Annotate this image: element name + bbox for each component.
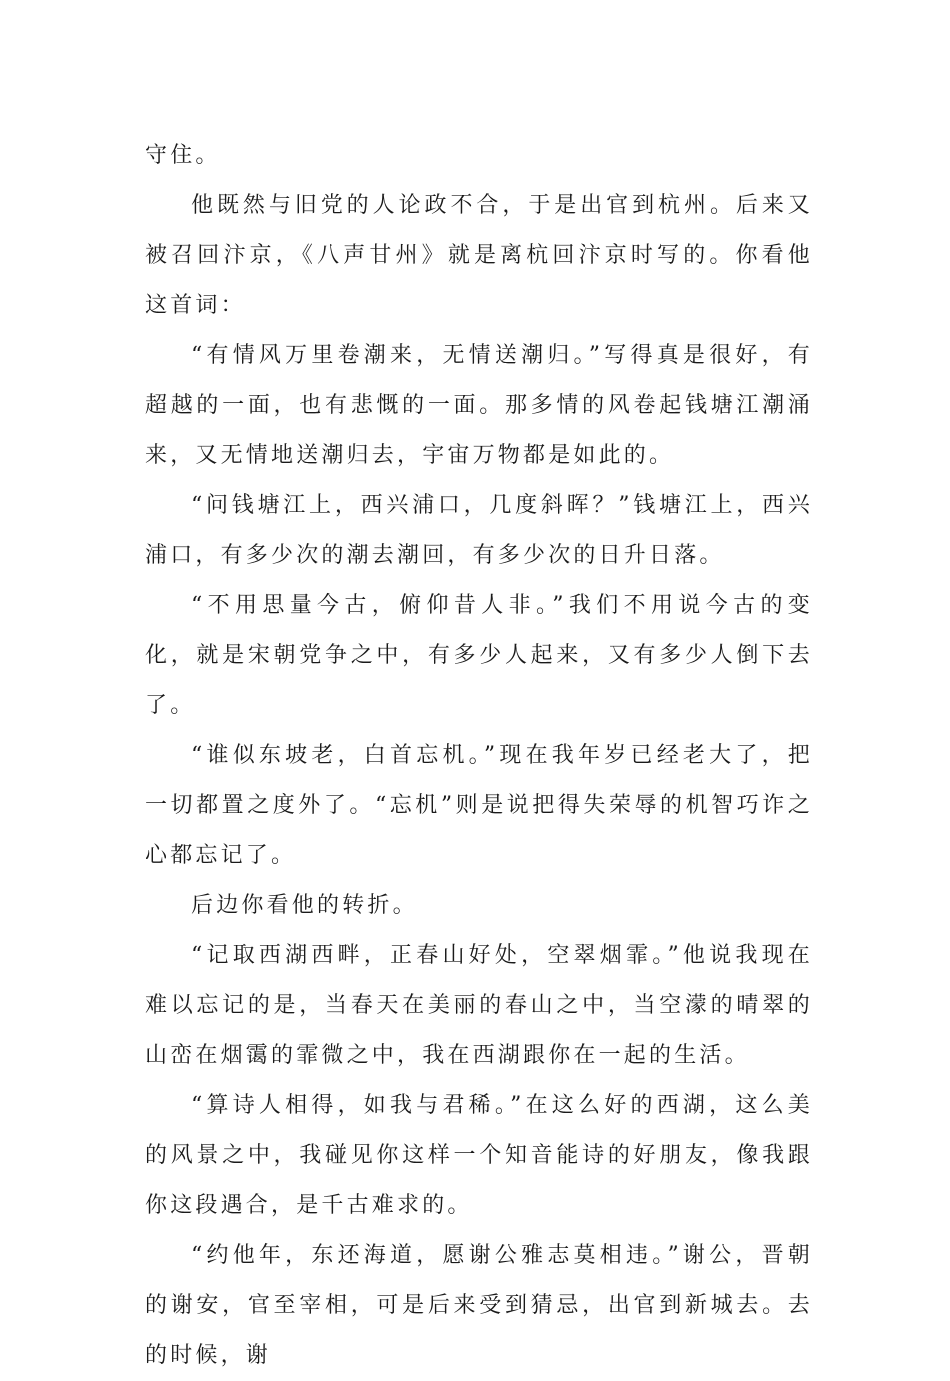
paragraph-xie-an: “约他年，东还海道，愿谢公雅志莫相违。”谢公，晋朝的谢安，官至宰相，可是后来受到猜忌，出官到新城去。去的时候，谢 — [145, 1243, 813, 1368]
paragraph-hangzhou: 他既然与旧党的人论政不合，于是出官到杭州。后来又被召回汴京，《八声甘州》就是离杭回汴京时写的。你看他这首词： — [145, 193, 813, 318]
document-body — [145, 131, 813, 1381]
paragraph-turn: 后边你看他的转折。 — [191, 893, 418, 918]
paragraph-continuation: 守住。 — [145, 143, 221, 168]
paragraph-qiantang: “问钱塘江上，西兴浦口，几度斜晖？”钱塘江上，西兴浦口，有多少次的潮去潮回，有多少次的日升日落。 — [145, 493, 813, 568]
paragraph-dongpo: “谁似东坡老，白首忘机。”现在我年岁已经老大了，把一切都置之度外了。“忘机”则是说把得失荣辱的机智巧诈之心都忘记了。 — [145, 743, 813, 868]
paragraph-past-present: “不用思量今古，俯仰昔人非。”我们不用说今古的变化，就是宋朝党争之中，有多少人起来，又有多少人倒下去了。 — [145, 593, 813, 718]
paragraph-tide-wind: “有情风万里卷潮来，无情送潮归。”写得真是很好，有超越的一面，也有悲慨的一面。那多情的风卷起钱塘江潮涌来，又无情地送潮归去，宇宙万物都是如此的。 — [145, 343, 813, 468]
paragraph-west-lake: “记取西湖西畔，正春山好处，空翠烟霏。”他说我现在难以忘记的是，当春天在美丽的春山之中，当空濛的晴翠的山峦在烟霭的霏微之中，我在西湖跟你在一起的生活。 — [145, 943, 813, 1068]
paragraph-poet-friend: “算诗人相得，如我与君稀。”在这么好的西湖，这么美的风景之中，我碰见你这样一个知音能诗的好朋友，像我跟你这段遇合，是千古难求的。 — [145, 1093, 813, 1218]
